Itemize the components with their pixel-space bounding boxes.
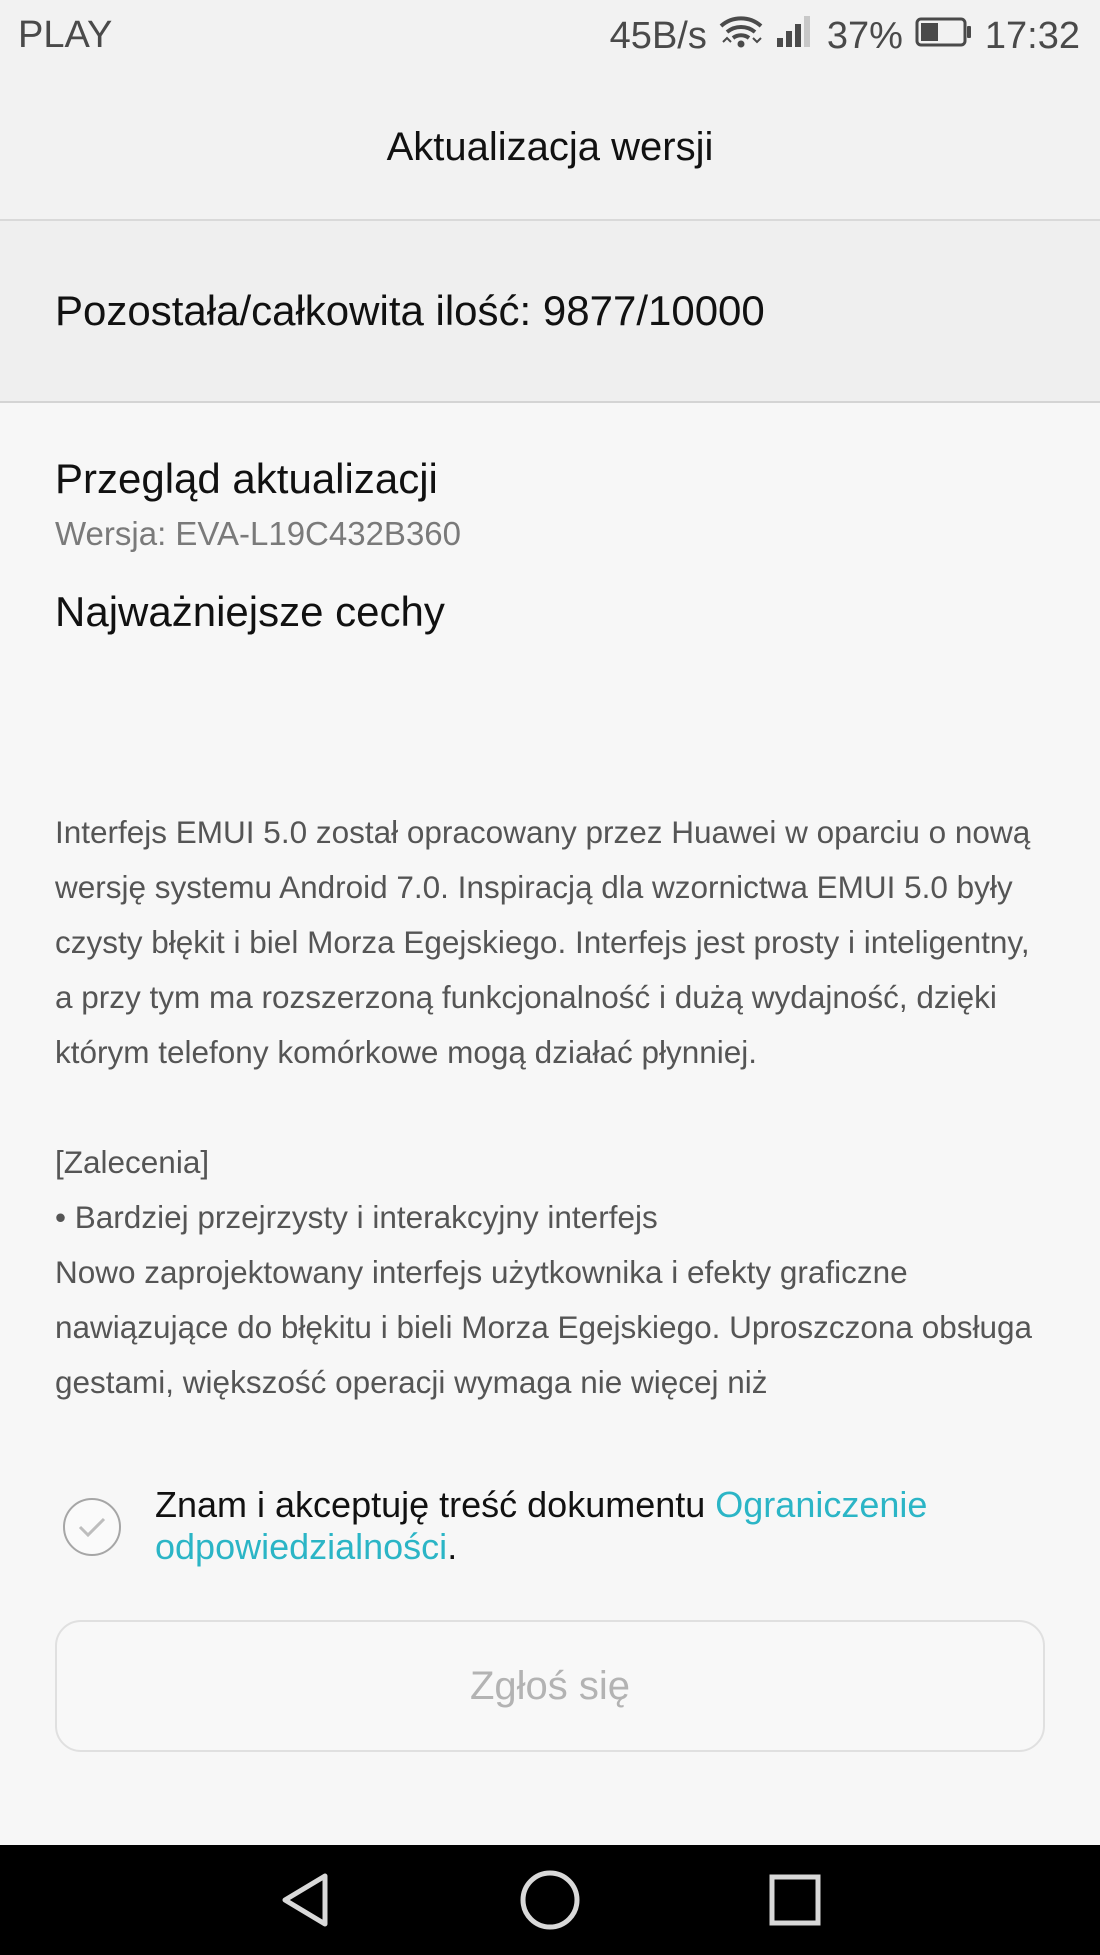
submit-button[interactable] [55,1620,1045,1752]
release-note-paragraph: Nowo zaprojektowany interfejs użytkownika i efekty graficzne nawiązujące do błękitu i bieli Morza Egejskiego. Uproszczona obsługa gestami, większość operacji wymaga nie więcej niż [55,1254,1033,1400]
release-notes[interactable] [55,805,1055,1430]
quota-text: Pozostała/całkowita ilość: 9877/10000 [55,287,765,334]
status-indicators [610,14,1080,58]
quota-row [0,221,1100,403]
signal-icon [775,14,815,58]
submit-button-label: Zgłoś się [469,1663,631,1708]
status-bar [0,0,1100,75]
network-speed: 45B/s [609,14,707,57]
wifi-icon [719,14,763,58]
features-title: Najważniejsze cechy [55,588,445,635]
release-note-paragraph: Interfejs EMUI 5.0 został opracowany przez Huawei w oparciu o nową wersję systemu Android 7.0. Inspiracją dla wzornictwa EMUI 5.0 były czysty błękit i biel Morza Egejskiego. Interfejs jest prosty i inteligentny, a przy tym ma rozszerzoną funkcjonalność i dużą wydajność, dzięki którym telefony komórkowe mogą działać płynniej. [55,814,1031,1070]
clock: 17:32 [984,14,1080,57]
version-label: Wersja: EVA-L19C432B360 [55,515,462,552]
home-icon [518,1868,582,1932]
battery-percent: 37% [826,14,903,57]
recents-button[interactable] [760,1865,830,1935]
navigation-bar [0,1845,1100,1955]
agreement-row [0,1480,1100,1590]
update-details[interactable] [0,405,1100,1430]
agreement-suffix: . [447,1526,458,1567]
overview-title: Przegląd aktualizacji [55,455,438,502]
back-icon [275,1870,335,1930]
carrier-name: PLAY [18,14,113,56]
home-button[interactable] [515,1865,585,1935]
release-note-heading: [Zalecenia] [55,1144,210,1180]
agreement-text [155,1484,1055,1568]
title-bar [0,75,1100,221]
agree-checkbox[interactable] [63,1498,121,1556]
disclaimer-link[interactable]: Ograniczenie odpowiedzialności [155,1484,928,1567]
check-icon [77,1515,107,1539]
recents-icon [767,1872,823,1928]
agreement-label: Znam i akceptuję treść dokumentu [155,1484,716,1525]
back-button[interactable] [270,1865,340,1935]
page-title: Aktualizacja wersji [386,124,714,169]
battery-icon [915,15,973,58]
release-note-bullet: • Bardziej przejrzysty i interakcyjny interfejs [55,1199,658,1235]
